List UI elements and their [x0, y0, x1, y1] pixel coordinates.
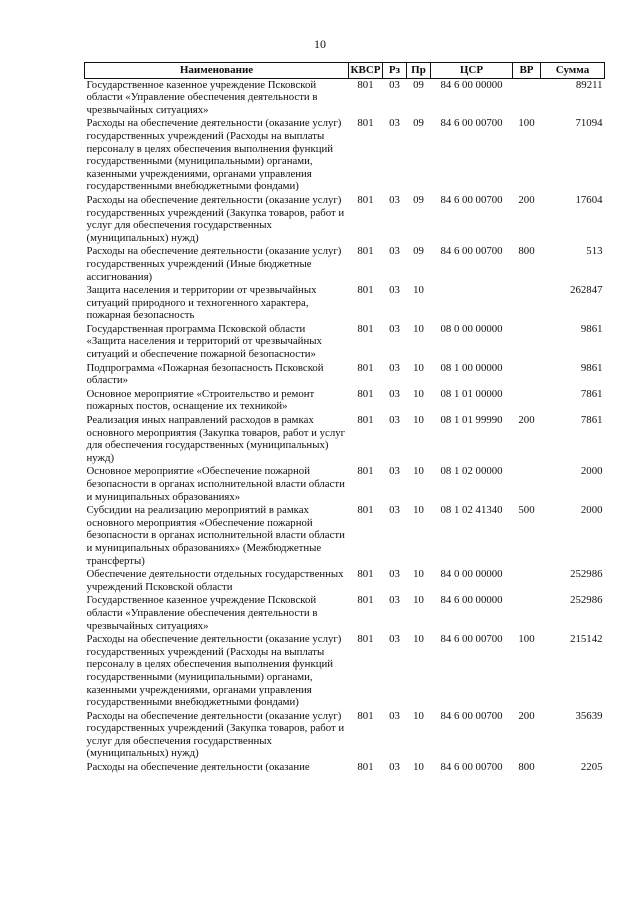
row-csr: 08 0 00 00000: [440, 322, 503, 335]
row-kvsr: 801: [357, 504, 374, 517]
row-pr: 09: [413, 193, 424, 206]
row-name: Государственная программа Псковской области «Защита населения и территорий от чрезвычайных ситуаций и обеспечение пожарной безопасности»: [86, 322, 322, 361]
row-name: Защита населения и территории от чрезвычайных ситуаций природного и техногенного характера, пожарная безопасность: [86, 284, 317, 322]
page-number: 10: [314, 37, 326, 51]
header-name: Наименование: [85, 63, 349, 79]
row-vr: 100: [518, 117, 535, 130]
table-row: [85, 245, 605, 284]
row-csr: 84 6 00 00700: [440, 709, 503, 722]
row-rz: 03: [389, 633, 400, 646]
row-rz: 03: [389, 414, 400, 427]
row-rz: 03: [389, 568, 400, 581]
table-row: [85, 504, 605, 568]
row-sum: 9861: [580, 361, 603, 374]
table-row: [85, 323, 605, 362]
row-pr: 10: [413, 387, 424, 400]
table-row: [85, 568, 605, 594]
table-row: [85, 761, 605, 775]
row-pr: 10: [413, 761, 424, 774]
row-name: Расходы на обеспечение деятельности (оказание услуг) государственных учреждений (Закупка товаров, работ и услуг для обеспечения государственных (муниципальных) нужд): [86, 193, 345, 244]
row-sum: 35639: [575, 709, 603, 722]
row-vr: [513, 568, 541, 594]
row-pr: 10: [413, 361, 424, 374]
row-kvsr: 801: [357, 633, 374, 646]
row-name: Обеспечение деятельности отдельных государственных учреждений Псковской области: [86, 568, 344, 593]
row-vr: [513, 388, 541, 414]
row-pr: 10: [413, 504, 424, 517]
row-name: Расходы на обеспечение деятельности (оказание услуг) государственных учреждений (Расходы на выплаты персоналу в целях обеспечения выполнения функций государственными (муниципальными) органами, казенными учреждениями, органами управления государственными внебюджетными фондами): [86, 117, 342, 193]
row-vr: 100: [518, 633, 535, 646]
table-row: [85, 465, 605, 504]
row-kvsr: 801: [357, 78, 374, 91]
row-vr: 500: [518, 504, 535, 517]
row-rz: 03: [389, 594, 400, 607]
row-name: Субсидии на реализацию мероприятий в рамках основного мероприятия «Обеспечение пожарной безопасности в органах исполнительной власти области и муниципальных образованиях» (Межбюджетные трансферты): [86, 504, 345, 567]
row-name: Государственное казенное учреждение Псковской области «Управление обеспечения деятельности в чрезвычайных ситуациях»: [86, 78, 318, 116]
row-kvsr: 801: [357, 361, 374, 374]
table-row: [85, 633, 605, 710]
row-name: Основное мероприятие «Обеспечение пожарной безопасности в органах исполнительной власти области и муниципальных образованиях»: [86, 465, 345, 503]
row-name: Расходы на обеспечение деятельности (оказание услуг) государственных учреждений (Иные бюджетные ассигнования): [86, 245, 342, 283]
row-rz: 03: [389, 78, 400, 91]
row-kvsr: 801: [357, 284, 374, 297]
row-kvsr: 801: [357, 465, 374, 478]
row-csr: 84 6 00 00700: [440, 245, 503, 258]
table-row: [85, 117, 605, 194]
table-row: [85, 414, 605, 465]
table-row: [85, 284, 605, 323]
row-vr: 800: [518, 245, 535, 258]
header-row: [85, 63, 605, 79]
table-row: [85, 78, 605, 117]
row-vr: [513, 465, 541, 504]
row-pr: 10: [413, 568, 424, 581]
row-sum: 215142: [570, 633, 603, 646]
row-pr: 10: [413, 284, 424, 297]
row-kvsr: 801: [357, 594, 374, 607]
row-rz: 03: [389, 387, 400, 400]
row-sum: 9861: [580, 322, 603, 335]
row-name: Основное мероприятие «Строительство и ремонт пожарных постов, оснащение их техникой»: [86, 387, 315, 413]
row-csr: 84 6 00 00000: [440, 594, 503, 607]
row-rz: 03: [389, 245, 400, 258]
row-vr: [513, 323, 541, 362]
row-name: Подпрограмма «Пожарная безопасность Псковской области»: [86, 361, 324, 387]
header-csr: ЦСР: [431, 63, 513, 79]
row-sum: 71094: [575, 117, 603, 130]
row-kvsr: 801: [357, 193, 374, 206]
row-sum: 262847: [570, 284, 603, 297]
row-rz: 03: [389, 322, 400, 335]
row-rz: 03: [389, 504, 400, 517]
row-csr: 84 6 00 00700: [440, 761, 503, 774]
header-sum: Сумма: [541, 63, 605, 79]
row-csr: 84 0 00 00000: [440, 568, 503, 581]
row-csr: [431, 284, 513, 323]
row-sum: 513: [586, 245, 603, 258]
row-sum: 17604: [575, 193, 603, 206]
table-row: [85, 362, 605, 388]
row-sum: 2205: [580, 761, 603, 774]
row-kvsr: 801: [357, 387, 374, 400]
table-row: [85, 194, 605, 245]
row-rz: 03: [389, 284, 400, 297]
header-vr: ВР: [513, 63, 541, 79]
row-sum: 7861: [580, 387, 603, 400]
row-kvsr: 801: [357, 414, 374, 427]
row-pr: 10: [413, 594, 424, 607]
row-sum: 252986: [570, 594, 603, 607]
row-pr: 10: [413, 709, 424, 722]
row-vr: 200: [518, 709, 535, 722]
row-csr: 84 6 00 00700: [440, 633, 503, 646]
row-vr: [513, 362, 541, 388]
row-rz: 03: [389, 761, 400, 774]
row-sum: 89211: [575, 78, 603, 91]
row-pr: 09: [413, 117, 424, 130]
row-kvsr: 801: [357, 761, 374, 774]
row-kvsr: 801: [357, 322, 374, 335]
row-name: Реализация иных направлений расходов в рамках основного мероприятия (Закупка товаров, работ и услуг для обеспечения государственных (муниципальных) нужд): [86, 414, 346, 464]
row-pr: 10: [413, 322, 424, 335]
row-name: Государственное казенное учреждение Псковской области «Управление обеспечения деятельности в чрезвычайных ситуациях»: [86, 594, 318, 632]
header-pr: Пр: [407, 63, 431, 79]
row-pr: 10: [413, 465, 424, 478]
row-sum: 7861: [580, 414, 603, 427]
row-pr: 09: [413, 245, 424, 258]
row-name: Расходы на обеспечение деятельности (оказание: [86, 761, 310, 774]
row-csr: 08 1 01 00000: [440, 387, 503, 400]
row-csr: 84 6 00 00700: [440, 193, 503, 206]
row-pr: 09: [413, 78, 424, 91]
budget-table: [84, 62, 605, 775]
row-name: Расходы на обеспечение деятельности (оказание услуг) государственных учреждений (Расходы на выплаты персоналу в целях обеспечения выполнения функций государственными (муниципальными) органами, казенными учреждениями, органами управления государственными внебюджетными фондами): [86, 633, 342, 709]
header-rz: Рз: [383, 63, 407, 79]
row-csr: 08 1 00 00000: [440, 361, 503, 374]
row-name: Расходы на обеспечение деятельности (оказание услуг) государственных учреждений (Закупка товаров, работ и услуг для обеспечения государственных (муниципальных) нужд): [86, 709, 345, 760]
row-rz: 03: [389, 709, 400, 722]
row-csr: 08 1 02 41340: [440, 504, 503, 517]
row-vr: 200: [518, 414, 535, 427]
row-vr: 200: [518, 193, 535, 206]
header-kvsr: КВСР: [349, 63, 383, 79]
row-csr: 84 6 00 00700: [440, 117, 503, 130]
row-rz: 03: [389, 361, 400, 374]
table-body: [85, 78, 605, 775]
table-header: [85, 63, 605, 79]
table-row: [85, 710, 605, 761]
row-kvsr: 801: [357, 245, 374, 258]
row-sum: 252986: [570, 568, 603, 581]
row-rz: 03: [389, 117, 400, 130]
row-sum: 2000: [580, 504, 603, 517]
row-csr: 08 1 01 99990: [440, 414, 503, 427]
row-pr: 10: [413, 414, 424, 427]
row-vr: [513, 594, 541, 633]
row-kvsr: 801: [357, 709, 374, 722]
row-vr: [513, 284, 541, 323]
row-csr: 84 6 00 00000: [440, 78, 503, 91]
table-row: [85, 594, 605, 633]
row-csr: 08 1 02 00000: [440, 465, 503, 478]
row-pr: 10: [413, 633, 424, 646]
row-rz: 03: [389, 465, 400, 478]
row-sum: 2000: [580, 465, 603, 478]
table-row: [85, 388, 605, 414]
row-vr: 800: [518, 761, 535, 774]
row-vr: [513, 78, 541, 117]
row-kvsr: 801: [357, 117, 374, 130]
row-rz: 03: [389, 193, 400, 206]
row-kvsr: 801: [357, 568, 374, 581]
